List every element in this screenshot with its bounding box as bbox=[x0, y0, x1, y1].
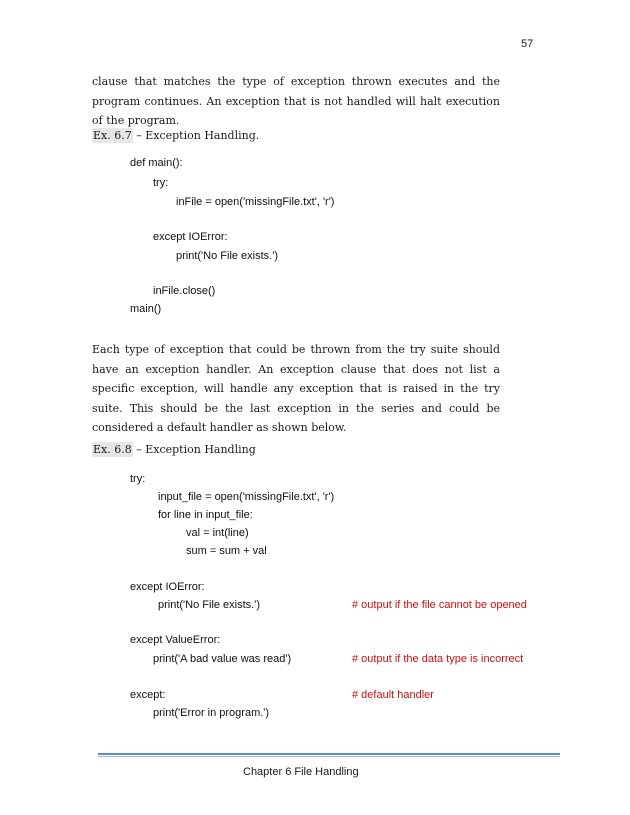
footer-divider-thin bbox=[98, 756, 560, 757]
code-line: inFile.close() bbox=[153, 285, 216, 297]
body-paragraph-2: Each type of exception that could be thrown from the try suite should have an exception handler. An exception clause that does not list a specific exception, will handle any exception that is raised in the try suite. This should be the last exception in the series and could be considered a default handler as shown below. bbox=[92, 343, 500, 434]
example-label: Ex. 6.7 bbox=[93, 129, 132, 142]
example-heading-2 bbox=[92, 443, 256, 456]
code-line: inFile = open('missingFile.txt', 'r') bbox=[176, 196, 335, 208]
code-line: try: bbox=[130, 473, 146, 485]
code-line: input_file = open('missingFile.txt', 'r') bbox=[158, 491, 335, 503]
example-title: – Exception Handling. bbox=[132, 129, 260, 142]
code-line: sum = sum + val bbox=[186, 545, 267, 557]
code-line: except ValueError: bbox=[130, 634, 221, 646]
code-line: val = int(line) bbox=[186, 527, 249, 539]
code-comment: # output if the file cannot be opened bbox=[352, 599, 527, 611]
example-label: Ex. 6.8 bbox=[93, 443, 132, 456]
code-line: print('No File exists.') bbox=[158, 599, 260, 611]
code-line: except: bbox=[130, 689, 166, 701]
code-line: except IOError: bbox=[153, 231, 228, 243]
example-heading-1 bbox=[92, 129, 259, 142]
code-line: print('No File exists.') bbox=[176, 250, 278, 262]
code-line: def main(): bbox=[130, 157, 183, 169]
page-number: 57 bbox=[521, 38, 534, 50]
code-line: for line in input_file: bbox=[158, 509, 253, 521]
code-comment: # default handler bbox=[352, 689, 434, 701]
footer-chapter-title: Chapter 6 File Handling bbox=[243, 766, 359, 778]
example-title: – Exception Handling bbox=[132, 443, 256, 456]
footer-divider bbox=[98, 753, 560, 755]
code-comment: # output if the data type is incorrect bbox=[352, 653, 524, 665]
body-paragraph-1: clause that matches the type of exception thrown executes and the program continues. An exception that is not handled will halt execution of the program. bbox=[92, 75, 500, 127]
code-line: try: bbox=[153, 177, 169, 189]
code-line: print('A bad value was read') bbox=[153, 653, 292, 665]
code-line: print('Error in program.') bbox=[153, 707, 270, 719]
code-line: main() bbox=[130, 303, 162, 315]
code-line: except IOError: bbox=[130, 581, 205, 593]
